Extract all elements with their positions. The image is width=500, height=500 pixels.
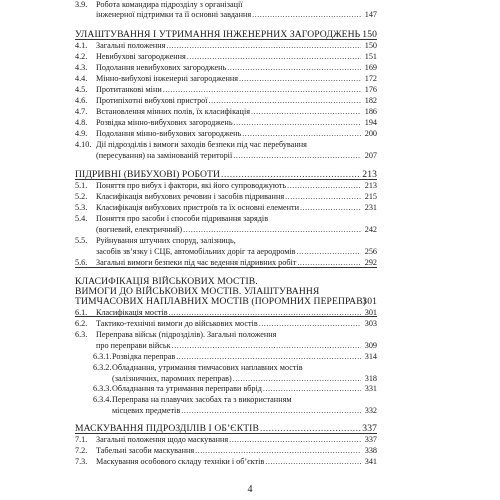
toc-page-number: 150 [362,29,377,40]
toc-leader-dots [300,203,361,212]
toc-entry-title: Маскування особового складу техніки і об’єктів [96,457,265,466]
toc-leader-dots [259,319,361,328]
toc-entry-number: 6.3. [75,330,88,339]
toc-leader-dots [252,10,361,19]
toc-page-number: 194 [364,118,377,127]
toc-entry-title: (вогневий, електричний) [96,225,183,234]
toc-entry-title: Переправа військ (підрозділів). Загальні положення [96,330,277,339]
toc-entry-number: 4.7. [75,107,88,116]
toc-page-number: 332 [364,406,377,415]
toc-entry-title: Розвідка мінно-вибухових загороджень [96,118,233,127]
toc-entry-title: УЛАШТУВАННЯ І УТРИМАННЯ ІНЖЕНЕРНИХ ЗАГОРОДЖЕНЬ [75,29,361,40]
toc-entry-number: 5.2. [75,192,88,201]
toc-page-number: 301 [364,308,377,317]
toc-page-number: 186 [364,107,377,116]
toc-entry-number: 5.3. [75,203,88,212]
toc-entry-title: Обладнання та утримання переправи вбрід [112,384,262,393]
toc-leader-dots [166,41,361,50]
toc-page-number: 309 [364,341,377,350]
toc-leader-dots [260,424,361,433]
toc-entry-title: Поняття про вибух і фактори, які його супроводжують [96,181,287,190]
toc-page-number: 337 [364,435,377,444]
toc-leader-dots [163,85,361,94]
toc-leader-dots [234,118,361,127]
toc-entry-number: 7.1. [75,435,88,444]
toc-entry-number: 4.2. [75,52,88,61]
toc-entry-number: 6.3.4. [93,395,112,404]
toc-entry-number: 7.3. [75,457,88,466]
toc-entry-title: Встановлення мінних полів, їх класифікація [96,107,250,116]
toc-page-number: 337 [362,423,377,434]
toc-leader-dots [285,192,361,201]
toc-entry-number: 5.1. [75,181,88,190]
toc-page-number: 176 [364,85,377,94]
toc-page-number: 301 [362,296,377,307]
toc-page-number: 338 [364,446,377,455]
toc-leader-dots [227,63,361,72]
toc-leader-dots [265,457,361,466]
toc-entry-title: Дії підрозділів і вимоги заходів безпеки під час перебування [96,140,307,149]
toc-entry-number: 4.4. [75,74,88,83]
toc-entry-number: 4.10. [75,140,92,149]
toc-entry-title: Загальні вимоги безпеки під час ведення підривних робіт [96,258,297,267]
toc-page-number: 150 [364,41,377,50]
toc-leader-dots [242,129,361,138]
toc-leader-dots [183,225,361,234]
toc-entry-title: Робота командира підрозділу з організації [96,0,243,9]
toc-entry-number: 4.1. [75,41,88,50]
page-number: 4 [247,484,253,495]
toc-entry-number: 4.9. [75,129,88,138]
toc-leader-dots [176,352,361,361]
toc-page-number: 172 [364,74,377,83]
toc-entry-title: Класифікація вибухових речовин і засобів підривання [96,192,285,201]
section-rule [75,316,377,317]
toc-entry-title: (пересування) на замінованій території [96,151,233,160]
toc-page-number: 256 [364,247,377,256]
toc-entry-title: ТИМЧАСОВИХ НАПЛАВНИХ МОСТІВ (ПОРОМНИХ ПЕРЕПРАВ) [75,296,367,307]
toc-page-number: 314 [364,352,377,361]
toc-entry-title: КЛАСИФІКАЦІЯ ВІЙСЬКОВИХ МОСТІВ. [75,276,258,287]
toc-page-number: 242 [364,225,377,234]
toc-entry-title: Загальні положення щодо маскування [96,435,229,444]
toc-leader-dots [251,107,361,116]
toc-entry-number: 5.6. [75,258,88,267]
toc-entry-number: 3.9. [75,0,88,9]
toc-leader-dots [239,74,361,83]
toc-entry-number: 4.6. [75,96,88,105]
toc-leader-dots [221,170,361,179]
toc-leader-dots [172,341,361,350]
toc-entry-title: Подолання мінно-вибухових загороджень [96,129,242,138]
toc-leader-dots [297,258,361,267]
toc-entry-number: 7.2. [75,446,88,455]
toc-entry-title: Руйнування штучних споруд, залізниць, [96,236,236,245]
section-rule [75,179,377,180]
toc-entry-title: про переправи військ [96,341,171,350]
toc-entry-title: ВИМОГИ ДО ВІЙСЬКОВИХ МОСТІВ. УЛАШТУВАННЯ [75,286,320,297]
toc-leader-dots [195,446,361,455]
toc-entry-title: Невибухові загородження [96,52,186,61]
toc-entry-title: Тактико-технічні вимоги до військових мостів [96,319,258,328]
toc-page-number: 231 [364,203,377,212]
section-rule [75,39,377,40]
toc-entry-title: Подолання невибухових загороджень [96,63,227,72]
toc-entry-title: Класифікація вибухових пристроїв та їх основні елементи [96,203,299,212]
toc-entry-title: Переправа на плавучих засобах та з використанням [112,395,292,404]
toc-entry-title: засобів зв’язку і СЦБ, автомобільних доріг та аеродромів [96,247,296,256]
toc-entry-number: 4.8. [75,118,88,127]
toc-page-number: 147 [364,10,377,19]
section-rule [75,433,377,434]
toc-entry-title: Класифікація мостів [96,308,168,317]
toc-entry-title: Загальні положення [96,41,166,50]
toc-entry-title: Табельні засоби маскування [96,446,195,455]
toc-leader-dots [287,181,361,190]
toc-entry-title: інженерної підтримки та її основні завдання [96,10,252,19]
toc-entry-title: Протитанкові міни [96,85,162,94]
toc-page-number: 207 [364,151,377,160]
toc-page-number: 292 [364,258,377,267]
toc-leader-dots [233,374,361,383]
toc-page-number: 341 [364,457,377,466]
section-rule [75,267,377,268]
toc-entry-number: 6.1. [75,308,88,317]
toc-page-number: 213 [362,169,377,180]
toc-leader-dots [297,247,361,256]
toc-entry-number: 6.3.1. [93,352,112,361]
toc-leader-dots [187,52,361,61]
toc-entry-title: Мінно-вибухові інженерні загородження [96,74,238,83]
toc-leader-dots [229,435,361,444]
toc-page-number: 213 [364,181,377,190]
toc-entry-title: Обладнання, утримання тимчасових наплавних мостів [112,363,303,372]
toc-leader-dots [181,406,361,415]
toc-entry-number: 6.2. [75,319,88,328]
toc-entry-title: місцевих предметів [112,406,181,415]
toc-page-number: 169 [364,63,377,72]
toc-leader-dots [263,384,361,393]
toc-leader-dots [209,96,361,105]
toc-entry-title: Розвідка переправ [112,352,176,361]
toc-entry-number: 5.4. [75,214,88,223]
toc-page-number: 318 [364,374,377,383]
toc-entry-title: ПІДРИВНІ (ВИБУХОВІ) РОБОТИ [75,169,221,180]
toc-entry-number: 6.3.2. [93,363,112,372]
toc-page-number: 331 [364,384,377,393]
toc-entry-number: 4.5. [75,85,88,94]
toc-entry-title: Поняття про засоби і способи підривання зарядів [96,214,269,223]
toc-page-number: 303 [364,319,377,328]
toc-page-number: 182 [364,96,377,105]
toc-entry-number: 5.5. [75,236,88,245]
toc-page-number: 151 [364,52,377,61]
toc-leader-dots [233,151,361,160]
toc-entry-title: (залізничних, паромних переправ) [112,374,232,383]
toc-entry-number: 6.3.3. [93,384,112,393]
toc-page-number: 215 [364,192,377,201]
toc-entry-title: МАСКУВАННЯ ПІДРОЗДІЛІВ І ОБ’ЄКТІВ [75,423,259,434]
toc-entry-number: 4.3. [75,63,88,72]
toc-page-number: 200 [364,129,377,138]
toc-entry-title: Протипіхотні вибухові пристрої [96,96,208,105]
